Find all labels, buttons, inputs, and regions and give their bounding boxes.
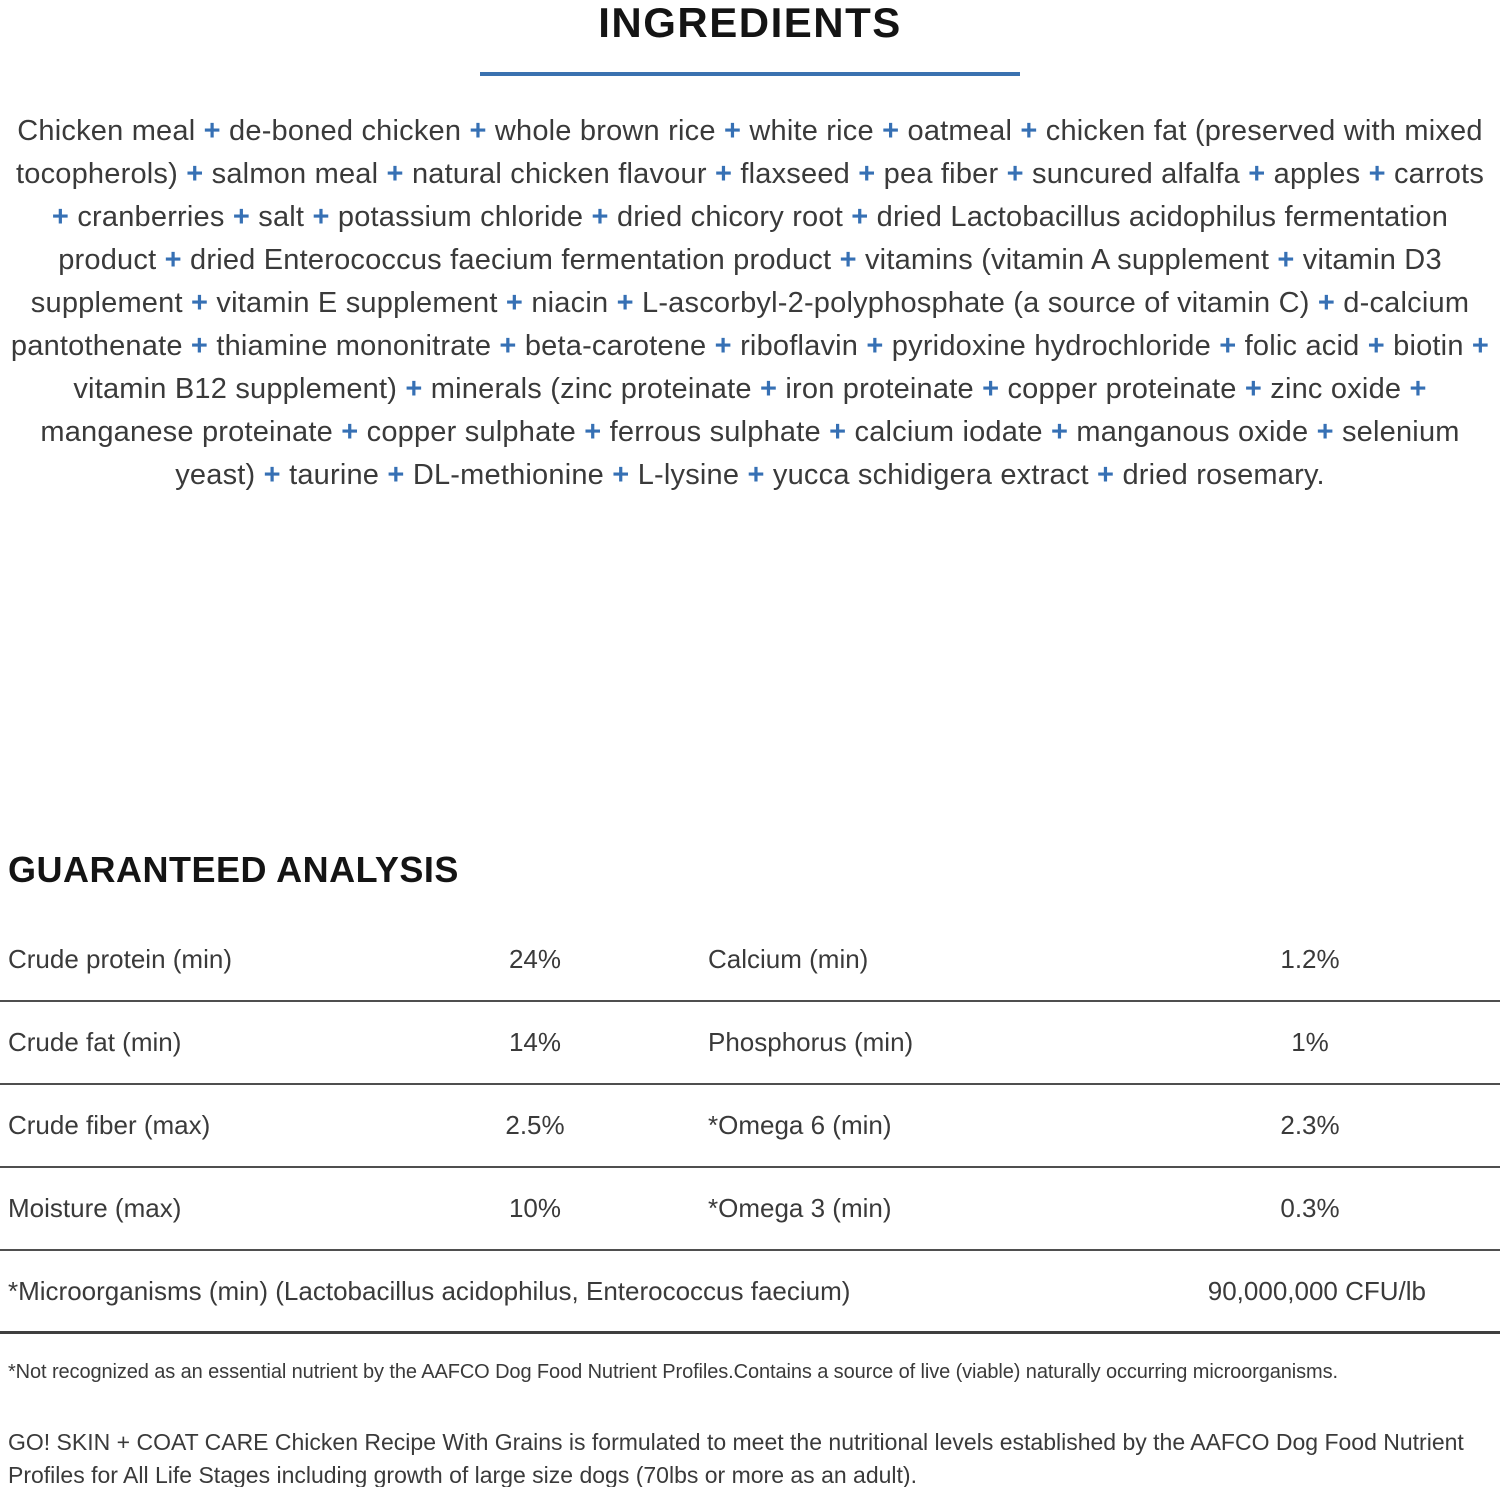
plus-separator: + bbox=[1316, 416, 1334, 448]
ingredient-item: beta-carotene bbox=[524, 330, 707, 362]
plus-separator: + bbox=[341, 416, 359, 448]
plus-separator: + bbox=[759, 373, 778, 405]
ingredient-item: dried chicory root bbox=[616, 201, 843, 233]
nutrient-label: Crude fat (min) bbox=[8, 1027, 182, 1057]
plus-separator: + bbox=[1097, 459, 1115, 491]
ingredient-item: salmon meal bbox=[211, 158, 379, 190]
ingredient-item: salt bbox=[258, 201, 305, 233]
ingredient-item: taurine bbox=[289, 459, 380, 491]
ingredient-item: de-boned chicken bbox=[229, 115, 462, 147]
plus-separator: + bbox=[851, 201, 869, 233]
ingredient-item: L-ascorbyl-2-polyphosphate (a source of vitamin C) bbox=[641, 287, 1310, 319]
plus-separator: + bbox=[405, 373, 423, 405]
nutrient-label: Moisture (max) bbox=[8, 1193, 182, 1223]
nutrient-label: *Omega 3 (min) bbox=[708, 1193, 892, 1223]
plus-separator: + bbox=[1277, 244, 1295, 276]
ingredient-item: chicken fat (preserved with mixed tocopherols) bbox=[15, 115, 1483, 190]
ingredient-item: iron proteinate bbox=[785, 373, 974, 405]
ingredient-item: d-calcium pantothenate bbox=[10, 287, 1470, 362]
table-row bbox=[0, 1002, 1500, 1085]
ingredient-item: cranberries bbox=[77, 201, 225, 233]
ingredients-list bbox=[4, 110, 1496, 497]
nutrient-label: Calcium (min) bbox=[708, 944, 869, 974]
plus-separator: + bbox=[1368, 158, 1386, 190]
table-row bbox=[0, 919, 1500, 1002]
plus-separator: + bbox=[386, 158, 404, 190]
ingredient-item: calcium iodate bbox=[854, 416, 1043, 448]
plus-separator: + bbox=[723, 115, 742, 147]
nutrient-label: Phosphorus (min) bbox=[708, 1027, 914, 1057]
plus-separator: + bbox=[164, 244, 182, 276]
plus-separator: + bbox=[469, 115, 487, 147]
plus-separator: + bbox=[1020, 115, 1038, 147]
nutrient-label: Crude fiber (max) bbox=[8, 1110, 211, 1140]
ingredients-title: INGREDIENTS bbox=[598, 0, 902, 46]
plus-separator: + bbox=[882, 115, 900, 147]
plus-separator: + bbox=[232, 201, 250, 233]
ingredient-item: vitamins (vitamin A supplement bbox=[864, 244, 1270, 276]
plus-separator: + bbox=[191, 287, 209, 319]
ingredient-item: suncured alfalfa bbox=[1032, 158, 1240, 190]
plus-separator: + bbox=[190, 330, 209, 362]
ingredient-item: pyridoxine hydrochloride bbox=[891, 330, 1211, 362]
nutrient-value: 1% bbox=[1291, 1027, 1329, 1057]
ingredient-item: dried Lactobacillus acidophilus fermentation product bbox=[58, 201, 1449, 276]
plus-separator: + bbox=[1471, 330, 1490, 362]
ingredient-item: manganese proteinate bbox=[40, 416, 333, 448]
plus-separator: + bbox=[186, 158, 204, 190]
ingredient-item: selenium yeast) bbox=[175, 416, 1460, 491]
plus-separator: + bbox=[1219, 330, 1237, 362]
table-row bbox=[0, 1085, 1500, 1168]
ingredient-item: riboflavin bbox=[740, 330, 859, 362]
plus-separator: + bbox=[714, 330, 732, 362]
aafco-footnote: *Not recognized as an essential nutrient by the AAFCO Dog Food Nutrient Profiles.Contains a source of live (viable) naturally occurring microorganisms. bbox=[8, 1361, 1338, 1383]
ingredient-item: dried rosemary. bbox=[1122, 459, 1325, 491]
nutrient-value: 90,000,000 CFU/lb bbox=[1207, 1275, 1426, 1306]
ingredient-item: minerals (zinc proteinate bbox=[430, 373, 752, 405]
ingredient-item: vitamin D3 supplement bbox=[30, 244, 1442, 319]
plus-separator: + bbox=[612, 459, 630, 491]
plus-separator: + bbox=[1409, 373, 1427, 405]
plus-separator: + bbox=[839, 244, 857, 276]
ingredient-item: whole brown rice bbox=[494, 115, 716, 147]
plus-separator: + bbox=[1050, 416, 1069, 448]
plus-separator: + bbox=[1317, 287, 1336, 319]
plus-separator: + bbox=[591, 201, 609, 233]
ingredient-item: natural chicken flavour bbox=[411, 158, 707, 190]
plus-separator: + bbox=[584, 416, 602, 448]
ingredient-item: L-lysine bbox=[637, 459, 740, 491]
plus-separator: + bbox=[1248, 158, 1266, 190]
plus-separator: + bbox=[616, 287, 634, 319]
ingredient-item: ferrous sulphate bbox=[609, 416, 821, 448]
ingredient-item: manganous oxide bbox=[1076, 416, 1309, 448]
ingredient-item: white rice bbox=[749, 115, 874, 147]
plus-separator: + bbox=[1367, 330, 1385, 362]
ingredient-item: copper sulphate bbox=[366, 416, 576, 448]
ingredient-item: flaxseed bbox=[740, 158, 850, 190]
plus-separator: + bbox=[1006, 158, 1024, 190]
microorganisms-row bbox=[0, 1251, 1500, 1334]
plus-separator: + bbox=[1244, 373, 1262, 405]
ingredient-item: thiamine mononitrate bbox=[216, 330, 492, 362]
ingredient-item: pea fiber bbox=[883, 158, 999, 190]
nutrient-value: 14% bbox=[508, 1027, 562, 1057]
plus-separator: + bbox=[387, 459, 405, 491]
nutrient-value: 1.2% bbox=[1280, 944, 1340, 974]
ingredients-section bbox=[0, 0, 1500, 497]
plus-separator: + bbox=[829, 416, 847, 448]
plus-separator: + bbox=[714, 158, 733, 190]
plus-separator: + bbox=[866, 330, 884, 362]
ingredients-divider bbox=[480, 72, 1020, 76]
plus-separator: + bbox=[263, 459, 281, 491]
nutrient-value: 24% bbox=[508, 944, 562, 974]
ingredient-item: niacin bbox=[531, 287, 609, 319]
ingredient-item: oatmeal bbox=[907, 115, 1013, 147]
ingredient-item: apples bbox=[1273, 158, 1361, 190]
ingredient-item: vitamin E supplement bbox=[216, 287, 498, 319]
nutrient-label: Crude protein (min) bbox=[8, 944, 232, 974]
plus-separator: + bbox=[51, 201, 70, 233]
plus-separator: + bbox=[858, 158, 876, 190]
ingredient-item: DL-methionine bbox=[412, 459, 605, 491]
nutrient-value: 2.3% bbox=[1280, 1110, 1340, 1140]
ingredient-item: carrots bbox=[1393, 158, 1485, 190]
ingredient-item: folic acid bbox=[1244, 330, 1360, 362]
ingredient-item: zinc oxide bbox=[1270, 373, 1402, 405]
plus-separator: + bbox=[982, 373, 1000, 405]
nutrient-label: *Microorganisms (min) (Lactobacillus acidophilus, Enterococcus faecium) bbox=[8, 1275, 851, 1306]
plus-separator: + bbox=[505, 287, 524, 319]
guaranteed-analysis-table bbox=[0, 919, 1500, 1334]
ingredient-item: Chicken meal bbox=[17, 115, 196, 147]
table-row bbox=[0, 1168, 1500, 1251]
guaranteed-analysis-title: GUARANTEED ANALYSIS bbox=[8, 849, 459, 890]
formulation-note: GO! SKIN + COAT CARE Chicken Recipe With Grains is formulated to meet the nutritional levels established by the AAFCO Dog Food Nutrient Profiles for All Life Stages including growth of large size dogs (70lbs or more as an adult). bbox=[8, 1429, 1464, 1487]
plus-separator: + bbox=[747, 459, 765, 491]
ingredient-item: potassium chloride bbox=[337, 201, 584, 233]
nutrient-value: 10% bbox=[508, 1193, 562, 1223]
ingredient-item: copper proteinate bbox=[1007, 373, 1237, 405]
nutrient-label: *Omega 6 (min) bbox=[708, 1110, 892, 1140]
ingredient-item: dried Enterococcus faecium fermentation product bbox=[190, 244, 832, 276]
nutrient-value: 2.5% bbox=[505, 1110, 565, 1140]
ingredient-item: yucca schidigera extract bbox=[772, 459, 1089, 491]
plus-separator: + bbox=[312, 201, 330, 233]
guaranteed-analysis-section bbox=[0, 851, 1500, 1487]
nutrient-value: 0.3% bbox=[1280, 1193, 1340, 1223]
plus-separator: + bbox=[203, 115, 221, 147]
plus-separator: + bbox=[499, 330, 517, 362]
ingredient-item: biotin bbox=[1393, 330, 1464, 362]
ingredient-item: vitamin B12 supplement) bbox=[73, 373, 398, 405]
